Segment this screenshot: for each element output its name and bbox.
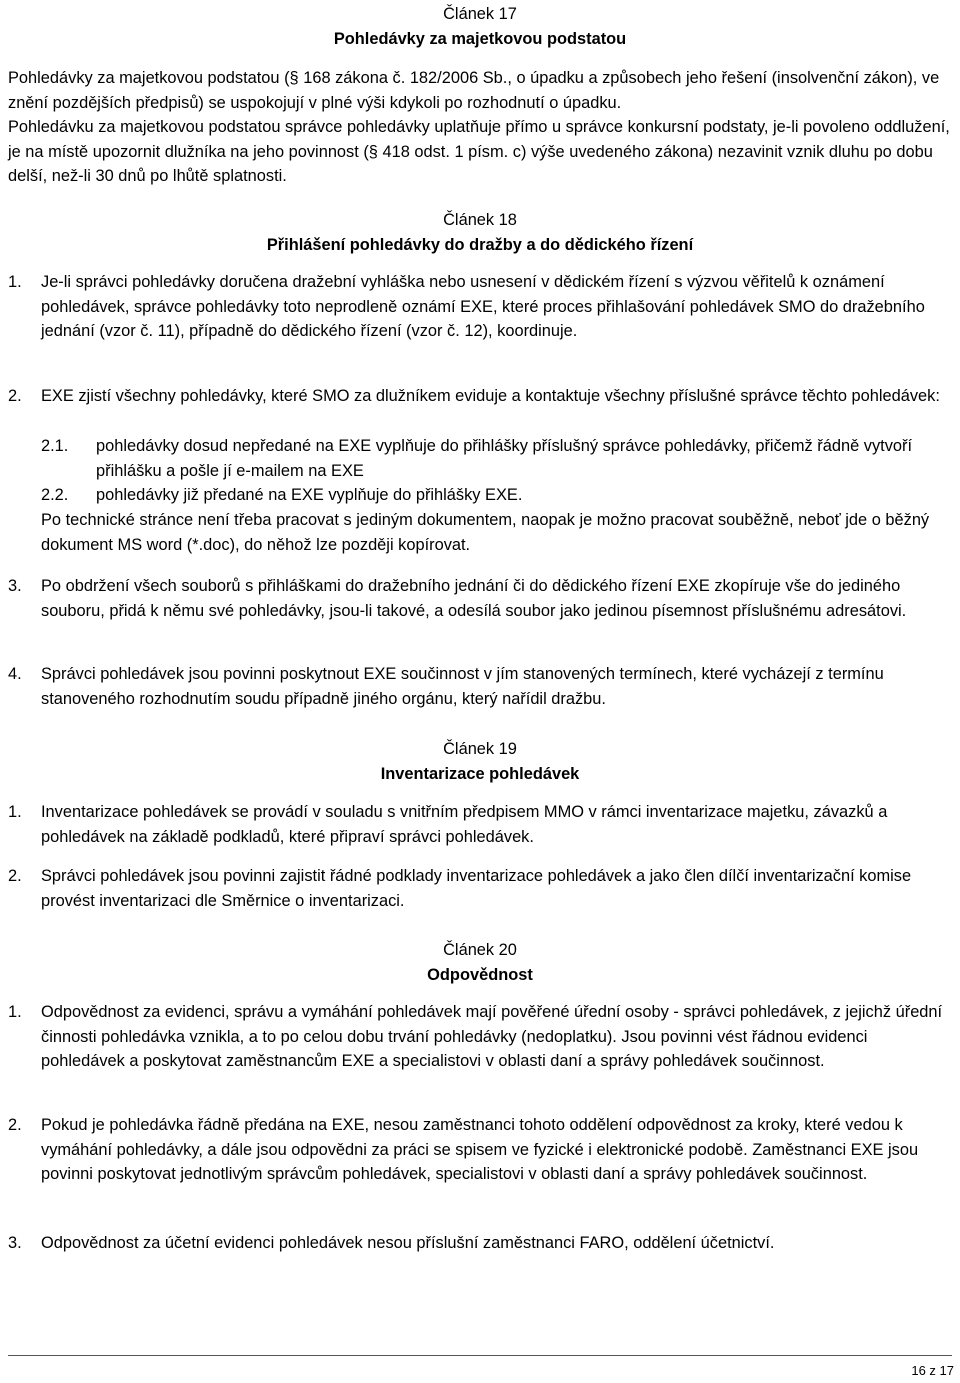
- article-18-item-2: [8, 384, 954, 409]
- item-text: Správci pohledávek jsou povinni zajistit řádné podklady inventarizace pohledávek a jako člen dílčí inventarizační komise provést inventarizaci dle Směrnice o inventarizaci.: [41, 867, 912, 910]
- item-number: 3.: [8, 1234, 22, 1252]
- item-text: EXE zjistí všechny pohledávky, které SMO za dlužníkem eviduje a kontaktuje všechny příslušné správce těchto pohledávek:: [41, 387, 940, 405]
- item-text: Je-li správci pohledávky doručena dražební vyhláška nebo usnesení v dědickém řízení s výzvou věřitelů k oznámení pohledávek, správce pohledávky toto neprodleně oznámí EXE, které proces přihlašování pohledávek SMO do dražebního jednání (vzor č. 11), případně do dědického řízení (vzor č. 12), koordinuje.: [41, 273, 925, 340]
- article-18-title: Článek 18: [443, 211, 517, 229]
- article-19-subtitle: Inventarizace pohledávek: [380, 765, 580, 783]
- item-number: 4.: [8, 665, 22, 683]
- item-number: 2.: [8, 867, 22, 885]
- subitem-number: 2.1.: [41, 437, 69, 455]
- item-number: 2.: [8, 387, 22, 405]
- subitem-text: pohledávky dosud nepředané na EXE vyplňuje do přihlášky příslušný správce pohledávky, přičemž řádně vytvoří přihlášku a pošle jí e-mailem na EXE: [96, 437, 913, 480]
- item-text: Inventarizace pohledávek se provádí v souladu s vnitřním předpisem MMO v rámci inventarizace majetku, závazků a pohledávek na základě podkladů, které připraví správci pohledávek.: [41, 803, 888, 846]
- article-17-title: Článek 17: [443, 5, 517, 23]
- article-18-item-4: [8, 662, 954, 711]
- item-text: Správci pohledávek jsou povinni poskytnout EXE součinnost v jím stanovených termínech, které vycházejí z termínu stanoveného rozhodnutím soudu případně jiného orgánu, který nařídil dražbu.: [41, 665, 884, 708]
- item-number: 1.: [8, 803, 22, 821]
- subitem-number: 2.2.: [41, 486, 69, 504]
- item-number: 2.: [8, 1116, 22, 1134]
- article-18-subitem-2-2: [41, 483, 946, 508]
- item-number: 1.: [8, 1003, 22, 1021]
- page-number: 16 z 17: [911, 1363, 954, 1378]
- item-number: 3.: [8, 577, 22, 595]
- article-20-item-1: [8, 1000, 954, 1074]
- article-17-paragraph-2: Pohledávku za majetkovou podstatou správce pohledávky uplatňuje přímo u správce konkursní podstaty, je-li povoleno oddlužení, je na místě upozornit dlužníka na jeho povinnost (§ 418 odst. 1 písm. c) výše uvedeného zákona) nezavinit vznik dluhu po dobu delší, než-li 30 dnů po lhůtě splatnosti.: [8, 118, 950, 185]
- article-18-subtitle: Přihlášení pohledávky do dražby a do dědického řízení: [266, 236, 694, 254]
- article-20-item-2: [8, 1113, 954, 1187]
- article-18-item-1: [8, 270, 954, 344]
- article-18-item-2-note: Po technické stránce není třeba pracovat s jediným dokumentem, naopak je možno pracovat souběžně, neboť jde o běžný dokument MS word (*.doc), do něhož lze později kopírovat.: [41, 511, 930, 554]
- item-text: Odpovědnost za účetní evidenci pohledávek nesou příslušní zaměstnanci FARO, oddělení účetnictví.: [41, 1234, 775, 1252]
- article-18-subitem-2-1: [41, 434, 946, 483]
- item-text: Pokud je pohledávka řádně předána na EXE, nesou zaměstnanci tohoto oddělení odpovědnost za kroky, které vedou k vymáhání pohledávky, a dále jsou odpovědni za práci se spisem ve fyzické i elektronické podobě. Zaměstnanci EXE jsou povinni poskytovat jednotlivým správcům pohledávek, specialistovi v oblasti daní a správy pohledávek součinnost.: [41, 1116, 919, 1183]
- item-text: Odpovědnost za evidenci, správu a vymáhání pohledávek mají pověřené úřední osoby - správci pohledávek, z jejichž úřední činnosti pohledávka vznikla, a to po celou dobu trvání pohledávky (nedoplatku). Jsou povinni vést řádnou evidenci pohledávek a poskytovat zaměstnancům EXE a specialistovi v oblasti daní a správy pohledávek součinnost.: [41, 1003, 943, 1070]
- item-text: Po obdržení všech souborů s přihláškami do dražebního jednání či do dědického řízení EXE zkopíruje vše do jediného souboru, přidá k němu své pohledávky, jsou-li takové, a odesílá soubor jako jedinou písemnost příslušnému adresátovi.: [41, 577, 907, 620]
- article-20-subtitle: Odpovědnost: [427, 966, 533, 984]
- article-18-item-3: [8, 574, 954, 623]
- article-17-paragraph-1: Pohledávky za majetkovou podstatou (§ 168 zákona č. 182/2006 Sb., o úpadku a způsobech jeho řešení (insolvenční zákon), ve znění pozdějších předpisů) se uspokojují v plné výši kdykoli po rozhodnutí o úpadku.: [8, 69, 940, 112]
- article-20-item-3: [8, 1231, 954, 1256]
- footer-divider: [8, 1355, 952, 1356]
- article-17-subtitle: Pohledávky za majetkovou podstatou: [333, 30, 627, 48]
- subitem-text: pohledávky již předané na EXE vyplňuje do přihlášky EXE.: [96, 486, 523, 504]
- article-19-title: Článek 19: [443, 740, 517, 758]
- article-20-title: Článek 20: [443, 941, 517, 959]
- article-19-item-1: [8, 800, 954, 849]
- article-19-item-2: [8, 864, 954, 913]
- item-number: 1.: [8, 273, 22, 291]
